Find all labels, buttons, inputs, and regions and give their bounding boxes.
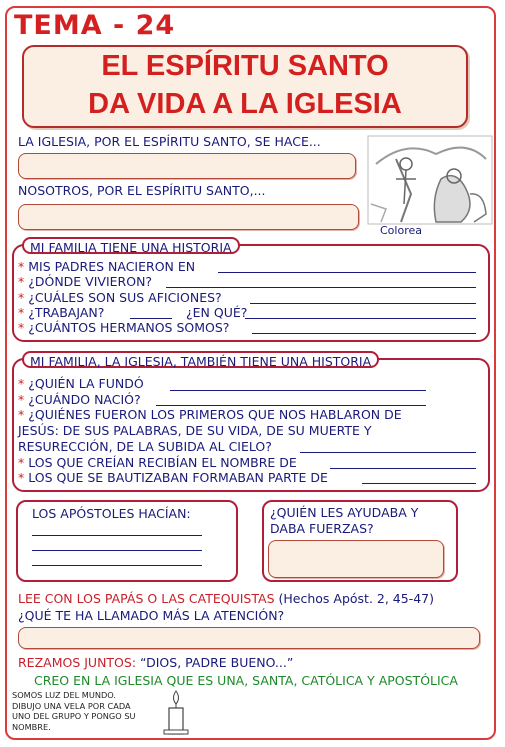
reading-answer-field[interactable] xyxy=(18,627,480,649)
answer-line[interactable] xyxy=(218,272,476,273)
image-caption: Colorea xyxy=(380,224,422,237)
answer-line[interactable] xyxy=(130,318,172,319)
answer-line[interactable] xyxy=(250,303,476,304)
answer-line[interactable] xyxy=(245,318,476,319)
church-item-4: * LOS QUE CREÍAN RECIBÍAN EL NOMBRE DE xyxy=(18,455,297,470)
answer-line[interactable] xyxy=(362,483,476,484)
church-item-3-cont2: RESURECCIÓN, DE LA SUBIDA AL CIELO? xyxy=(18,439,272,454)
family-item-en-que: ¿EN QUÉ? xyxy=(186,305,248,320)
answer-line[interactable] xyxy=(32,550,202,551)
church-item-3-cont: JESÚS: DE SUS PALABRAS, DE SU VIDA, DE SU MUERTE Y xyxy=(18,423,372,438)
apostles-label: LOS APÓSTOLES HACÍAN: xyxy=(32,506,191,521)
title-line-2: DA VIDA A LA IGLESIA xyxy=(88,88,402,120)
answer-line[interactable] xyxy=(32,565,202,566)
answer-line[interactable] xyxy=(166,287,476,288)
family-item-2: * ¿DÓNDE VIVIERON? xyxy=(18,274,153,289)
answer-line[interactable] xyxy=(252,333,476,334)
helper-question-2: DABA FUERZAS? xyxy=(270,521,374,536)
intro-question-2: NOSOTROS, POR EL ESPÍRITU SANTO,... xyxy=(18,183,266,198)
prayer-line: REZAMOS JUNTOS: “DIOS, PADRE BUENO...” xyxy=(18,655,294,670)
title-box xyxy=(22,45,468,128)
intro-question-1: LA IGLESIA, POR EL ESPÍRITU SANTO, SE HACE... xyxy=(18,134,321,149)
answer-line[interactable] xyxy=(156,405,426,406)
helper-answer-field[interactable] xyxy=(268,540,444,578)
answer-line[interactable] xyxy=(170,390,426,391)
family-item-4: * ¿TRABAJAN? xyxy=(18,305,105,320)
answer-field-2[interactable] xyxy=(18,204,359,230)
answer-line[interactable] xyxy=(32,535,202,536)
footer-instructions: SOMOS LUZ DEL MUNDO. DIBUJO UNA VELA POR CADA UNO DEL GRUPO Y PONGO SU NOMBRE. xyxy=(12,690,136,732)
answer-line[interactable] xyxy=(300,452,476,453)
family-item-1: * MIS PADRES NACIERON EN xyxy=(18,259,196,274)
answer-line[interactable] xyxy=(330,468,476,469)
church-item-5: * LOS QUE SE BAUTIZABAN FORMABAN PARTE DE xyxy=(18,470,328,485)
church-item-1: * ¿QUIÉN LA FUNDÓ xyxy=(18,376,144,391)
answer-field-1[interactable] xyxy=(18,153,356,179)
reading-line-2: ¿QUÉ TE HA LLAMADO MÁS LA ATENCIÓN? xyxy=(18,608,285,623)
family-item-3: * ¿CUÁLES SON SUS AFICIONES? xyxy=(18,290,222,305)
candle-icon xyxy=(160,688,192,736)
family-section-title: MI FAMILIA TIENE UNA HISTORIA xyxy=(22,237,240,254)
helper-question-1: ¿QUIÉN LES AYUDABA Y xyxy=(270,505,419,520)
creed-line: CREO EN LA IGLESIA QUE ES UNA, SANTA, CATÓLICA Y APOSTÓLICA xyxy=(34,673,458,688)
title-line-1: EL ESPÍRITU SANTO xyxy=(101,50,389,82)
church-item-2: * ¿CUÁNDO NACIÓ? xyxy=(18,392,141,407)
church-item-3: * ¿QUIÉNES FUERON LOS PRIMEROS QUE NOS HABLARON DE xyxy=(18,407,402,422)
church-section-title: MI FAMILIA, LA IGLESIA, TAMBIÉN TIENE UNA HISTORIA xyxy=(22,351,379,368)
family-item-5: * ¿CUÁNTOS HERMANOS SOMOS? xyxy=(18,320,230,335)
pentecost-illustration xyxy=(366,134,494,226)
tema-heading: TEMA - 24 xyxy=(14,10,176,41)
reading-line-1: LEE CON LOS PAPÁS O LAS CATEQUISTAS (Hechos Apóst. 2, 45-47) xyxy=(18,591,434,606)
